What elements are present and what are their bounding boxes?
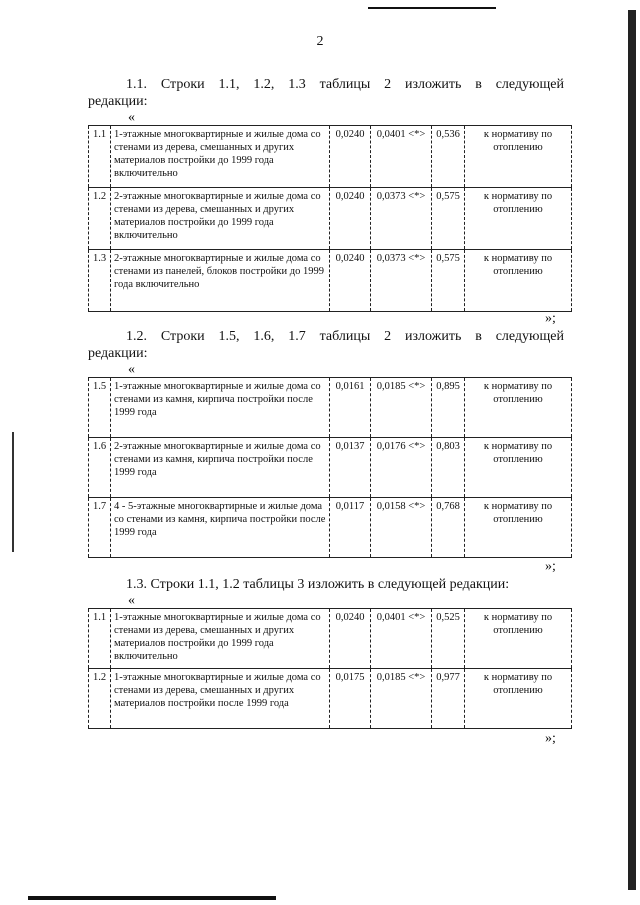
- row-value-2: 0,0185 <*>: [371, 378, 432, 438]
- row-number: 1.2: [89, 669, 111, 729]
- row-value-3: 0,895: [432, 378, 465, 438]
- page-number: 2: [316, 34, 324, 49]
- row-note: к нормативу по отоплению: [465, 438, 572, 498]
- table-row: [89, 126, 572, 188]
- section-heading: [88, 328, 564, 345]
- row-description: 1-этажные многоквартирные и жилые дома со стенами из дерева, смешанных и других материалов постройки до 1999 года включительно: [111, 609, 330, 669]
- row-value-1: 0,0240: [330, 126, 371, 188]
- row-value-2: 0,0185 <*>: [371, 669, 432, 729]
- table-row: [89, 378, 572, 438]
- row-number: 1.6: [89, 438, 111, 498]
- row-note: к нормативу по отоплению: [465, 188, 572, 250]
- row-value-2: 0,0401 <*>: [371, 126, 432, 188]
- scan-line-top: [368, 7, 496, 9]
- row-note: к нормативу по отоплению: [465, 669, 572, 729]
- row-note: к нормативу по отоплению: [465, 250, 572, 312]
- table-row: [89, 609, 572, 669]
- scan-line-bottom: [28, 896, 276, 900]
- row-value-1: 0,0240: [330, 188, 371, 250]
- row-value-3: 0,575: [432, 250, 465, 312]
- close-quote: »;: [545, 311, 556, 326]
- row-value-2: 0,0373 <*>: [371, 250, 432, 312]
- row-value-1: 0,0240: [330, 609, 371, 669]
- row-description: 2-этажные многоквартирные и жилые дома со стенами из панелей, блоков постройки до 1999 года включительно: [111, 250, 330, 312]
- row-value-2: 0,0401 <*>: [371, 609, 432, 669]
- section-heading: 1.3. Строки 1.1, 1.2 таблицы 3 изложить в следующей редакции:: [126, 577, 510, 592]
- row-value-2: 0,0373 <*>: [371, 188, 432, 250]
- row-description: 2-этажные многоквартирные и жилые дома со стенами из камня, кирпича постройки после 1999 года: [111, 438, 330, 498]
- row-value-1: 0,0117: [330, 498, 371, 558]
- row-description: 2-этажные многоквартирные и жилые дома со стенами из дерева, смешанных и других материалов постройки до 1999 года включительно: [111, 188, 330, 250]
- table-row: [89, 498, 572, 558]
- table-row: [89, 669, 572, 729]
- row-note: к нормативу по отоплению: [465, 378, 572, 438]
- amendment-table: [88, 377, 572, 558]
- row-number: 1.7: [89, 498, 111, 558]
- amendment-table: [88, 125, 572, 312]
- row-value-3: 0,525: [432, 609, 465, 669]
- row-note: к нормативу по отоплению: [465, 609, 572, 669]
- row-note: к нормативу по отоплению: [465, 126, 572, 188]
- row-note: к нормативу по отоплению: [465, 498, 572, 558]
- row-value-1: 0,0137: [330, 438, 371, 498]
- open-quote: «: [128, 110, 135, 125]
- row-value-3: 0,575: [432, 188, 465, 250]
- open-quote: «: [128, 593, 135, 608]
- row-value-1: 0,0175: [330, 669, 371, 729]
- amendment-table: [88, 608, 572, 729]
- scan-mark-left: [12, 432, 14, 552]
- row-description: 1-этажные многоквартирные и жилые дома со стенами из дерева, смешанных и других материалов постройки после 1999 года: [111, 669, 330, 729]
- row-number: 1.1: [89, 126, 111, 188]
- row-description: 1-этажные многоквартирные и жилые дома со стенами из дерева, смешанных и других материалов постройки до 1999 года включительно: [111, 126, 330, 188]
- scan-mark-right: [628, 10, 636, 890]
- row-value-3: 0,977: [432, 669, 465, 729]
- close-quote: »;: [545, 731, 556, 746]
- row-value-3: 0,536: [432, 126, 465, 188]
- row-number: 1.2: [89, 188, 111, 250]
- section-heading: [88, 76, 564, 93]
- row-value-2: 0,0158 <*>: [371, 498, 432, 558]
- table-row: [89, 250, 572, 312]
- row-value-1: 0,0161: [330, 378, 371, 438]
- section-heading-text: 1.2. Строки 1.5, 1.6, 1.7 таблицы 2 изложить в следующей: [126, 329, 564, 344]
- section-heading-continuation: редакции:: [88, 346, 148, 361]
- row-number: 1.5: [89, 378, 111, 438]
- row-value-3: 0,803: [432, 438, 465, 498]
- close-quote: »;: [545, 559, 556, 574]
- row-description: 4 - 5-этажные многоквартирные и жилые дома со стенами из камня, кирпича постройки после 1999 года: [111, 498, 330, 558]
- table-row: [89, 188, 572, 250]
- row-value-1: 0,0240: [330, 250, 371, 312]
- row-number: 1.3: [89, 250, 111, 312]
- open-quote: «: [128, 362, 135, 377]
- row-value-2: 0,0176 <*>: [371, 438, 432, 498]
- table-row: [89, 438, 572, 498]
- row-value-3: 0,768: [432, 498, 465, 558]
- row-description: 1-этажные многоквартирные и жилые дома со стенами из камня, кирпича постройки после 1999 года: [111, 378, 330, 438]
- row-number: 1.1: [89, 609, 111, 669]
- section-heading-text: 1.1. Строки 1.1, 1.2, 1.3 таблицы 2 изложить в следующей: [126, 77, 564, 92]
- section-heading-continuation: редакции:: [88, 94, 148, 109]
